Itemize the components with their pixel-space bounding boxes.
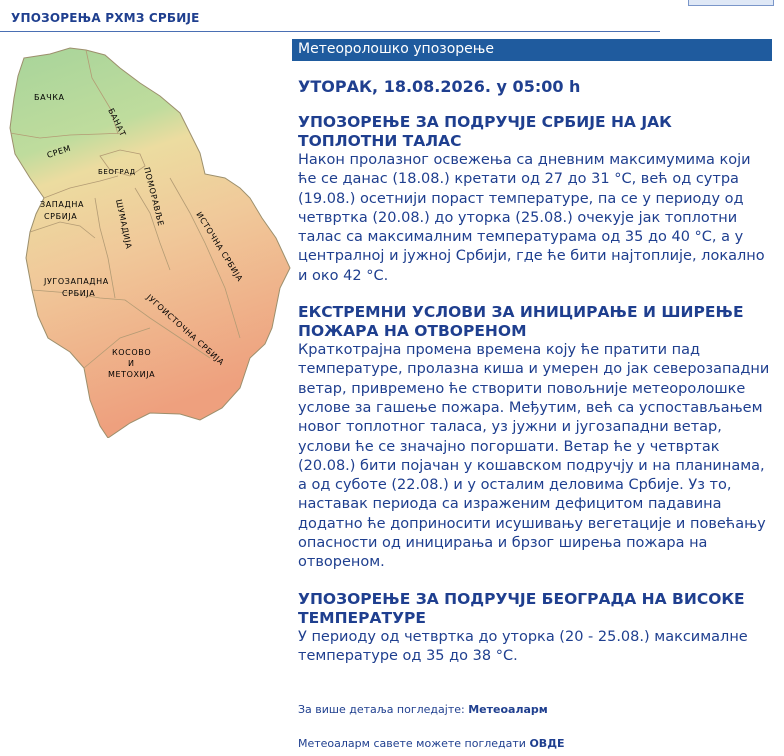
region-label-zapadna: ЗАПАДНА — [40, 200, 85, 209]
warning-text: Краткотрајна промена времена коју ће пратити пад температуре, пролазна киша и умерен до јак северозападни ветар, привремено ће створити повољније метеоролошке услове за гашење пожара. Међутим, већ са успостављањем новог топлотног таласа, уз јужни и југозападни ветар, услови ће се значајно погоршати. Ветар ће у четвртак (20.08.) бити појачан у кошавском подручју и на планинама, а од суботе (22.08.) и у осталим деловима Србије. Уз то, наставак периода са израженим дефицитом падавина додатно ће доприносити исушивању вегетације и повећању опасности од иницирања и брзог ширења пожара на отвореном. — [298, 342, 770, 571]
region-label-beograd: БЕОГРАД — [98, 168, 136, 176]
warning-text: У периоду од четвртка до уторка (20 - 25.08.) максималне температуре од 35 до 38 °С. — [298, 628, 748, 664]
details-footer — [298, 703, 548, 716]
region-label-istocna-srbija: ИСТОЧНА СРБИЈА — [194, 210, 245, 284]
region-label-jugozapadna-srbija: СРБИЈА — [62, 289, 96, 298]
region-label-srem: СРЕМ — [45, 143, 73, 160]
title-underline — [0, 31, 660, 32]
meteoalarm-link[interactable]: Метеоаларм — [468, 703, 548, 716]
warning-block-fire — [298, 303, 772, 573]
advice-text: Метеоаларм савете можете погледати — [298, 737, 526, 750]
region-label-zapadna-srbija: СРБИЈА — [44, 212, 78, 221]
region-label-jugozapadna: ЈУГОЗАПАДНА — [44, 277, 109, 286]
warning-title: УПОЗОРЕЊЕ ЗА ПОДРУЧЈЕ СРБИЈЕ НА ЈАК ТОПЛОТНИ ТАЛАС — [298, 113, 672, 150]
region-label-banat: БАНАТ — [106, 106, 128, 139]
map-svg — [0, 38, 292, 438]
warning-title: ЕКСТРЕМНИ УСЛОВИ ЗА ИНИЦИРАЊЕ И ШИРЕЊЕ ПОЖАРА НА ОТВОРЕНОМ — [298, 303, 744, 341]
ovde-link[interactable]: ОВДЕ — [529, 737, 565, 750]
serbia-outline — [10, 48, 290, 438]
warning-title: УПОЗОРЕЊЕ ЗА ПОДРУЧЈЕ БЕОГРАДА НА ВИСОКЕ ТЕМПЕРАТУРЕ — [298, 589, 745, 627]
advice-footer — [298, 737, 565, 750]
details-text: За више детаља погледајте: — [298, 703, 465, 716]
region-label-i: И — [128, 359, 135, 368]
warning-block-belgrade — [298, 590, 772, 667]
warning-date: УТОРАК, 18.08.2026. у 05:00 h — [298, 77, 581, 96]
top-bar — [0, 0, 784, 34]
region-label-metohija: МЕТОХИЈА — [108, 370, 156, 379]
warning-block-heatwave — [298, 113, 772, 286]
corner-tab — [688, 0, 774, 6]
warning-text: Након пролазног освежења са дневним максимумима који ће се данас (18.08.) кретати од 27 до 31 °С, већ од сутра (19.08.) осетнији пораст температуре, па се у периоду од четвртка (20.08.) до уторка (25.08.) очекује јак топлотни талас са максималним температурама од 35 до 40 °С, а у централној и јужној Србији, где ће бити најтоплије, локално и око 42 °С. — [298, 152, 765, 284]
warning-panel — [292, 39, 772, 666]
region-label-jugoistocna-srbija: ЈУГОИСТОЧНА СРБИЈА — [144, 292, 226, 368]
region-label-pomoravlje: ПОМОРАВЉЕ — [142, 166, 166, 228]
region-label-bachka: БАЧКА — [34, 93, 65, 102]
region-label-kosovo: КОСОВО — [112, 348, 152, 357]
panel-title: Метеоролошко упозорење — [292, 39, 772, 61]
region-label-sumadija: ШУМАДИЈА — [114, 198, 134, 250]
page-title: УПОЗОРЕЊА РХМЗ СРБИЈЕ — [11, 11, 200, 25]
serbia-regions-map[interactable] — [0, 38, 292, 438]
